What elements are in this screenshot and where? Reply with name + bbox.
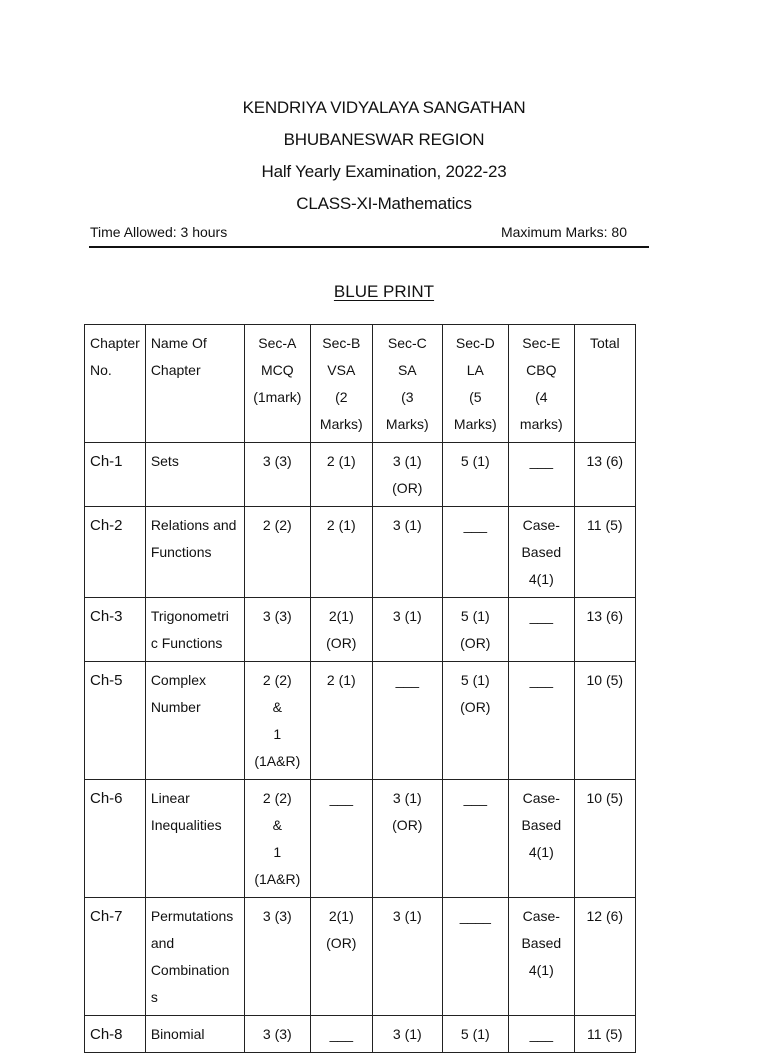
sec-c-cell: [372, 443, 442, 507]
header-text: CBQ: [526, 362, 557, 378]
header-text: No.: [90, 362, 112, 378]
sec-d-cell: [442, 1016, 508, 1053]
header-text: Chapter: [90, 335, 140, 351]
header-text: Total: [590, 335, 620, 351]
header-text: Sec-A: [258, 335, 297, 351]
chapter-name-text: Number: [150, 699, 201, 715]
sec-b-value: 2 (1): [326, 672, 356, 688]
sec-e-value: ___: [529, 672, 553, 688]
header-text: (1mark): [253, 389, 302, 405]
sec-b-value: (OR): [326, 635, 357, 651]
chapter-name-cell: [145, 443, 244, 507]
sec-c-value: (OR): [392, 480, 423, 496]
chapter-name-text: and: [150, 935, 175, 951]
table-row: [85, 662, 636, 780]
header-cell-sec-c: [372, 325, 442, 443]
sec-b-value: (OR): [326, 935, 357, 951]
time-allowed: Time Allowed: 3 hours: [90, 224, 228, 240]
sec-b-cell: [310, 507, 372, 598]
maximum-marks: Maximum Marks: 80: [500, 224, 627, 240]
sec-b-value: 2(1): [328, 608, 354, 624]
sec-b-value: 2 (1): [326, 517, 356, 533]
chapter-name-text: Functions: [150, 544, 212, 560]
sec-d-value: 5 (1): [460, 453, 490, 469]
chapter-number-cell: Ch-1: [85, 443, 146, 507]
sec-d-cell: [442, 898, 508, 1016]
sec-a-cell: [244, 507, 310, 598]
sec-a-value: &: [272, 699, 282, 715]
header-line-3: Half Yearly Examination, 2022-23: [261, 162, 507, 181]
table-row: [85, 1016, 636, 1053]
chapter-name-cell: [145, 1016, 244, 1053]
table-row: [85, 598, 636, 662]
sec-d-value: ____: [459, 908, 491, 924]
header-text: Chapter: [150, 362, 201, 378]
chapter-number-cell: Ch-7: [85, 898, 146, 1016]
header-text: (5 Marks): [453, 389, 497, 432]
total-cell: 10 (5): [574, 780, 635, 898]
sec-c-value: 3 (1): [392, 608, 422, 624]
sec-b-value: ___: [329, 790, 353, 806]
chapter-name-text: Inequalities: [150, 817, 222, 833]
table-row: [85, 780, 636, 898]
header-text: Sec-B: [322, 335, 361, 351]
sec-b-cell: [310, 443, 372, 507]
sec-c-cell: [372, 662, 442, 780]
sec-b-cell: [310, 898, 372, 1016]
header-text: (3 Marks): [385, 389, 429, 432]
sec-c-cell: [372, 898, 442, 1016]
sec-e-value: ___: [529, 453, 553, 469]
sec-c-cell: [372, 1016, 442, 1053]
total-cell: 13 (6): [574, 443, 635, 507]
blueprint-table: [84, 324, 636, 1053]
sec-e-cell: [508, 598, 574, 662]
sec-a-cell: [244, 598, 310, 662]
total-cell: 12 (6): [574, 898, 635, 1016]
header-text: SA: [397, 362, 417, 378]
sec-e-value: 4(1): [528, 571, 554, 587]
sec-e-value: 4(1): [528, 844, 554, 860]
sec-e-value: Case-: [522, 790, 560, 806]
sec-a-value: 3 (3): [262, 453, 292, 469]
chapter-name-cell: [145, 662, 244, 780]
header-text: (2 Marks): [319, 389, 363, 432]
sec-c-cell: [372, 507, 442, 598]
sec-e-cell: [508, 662, 574, 780]
blueprint-title: BLUE PRINT: [333, 282, 435, 301]
chapter-name-cell: [145, 507, 244, 598]
sec-e-value: Based: [521, 935, 562, 951]
chapter-name-text: s: [150, 989, 158, 1005]
header-text: Sec-C: [387, 335, 427, 351]
header-cell-total: [574, 325, 635, 443]
sec-e-value: ___: [529, 608, 553, 624]
sec-d-cell: [442, 598, 508, 662]
sec-c-value: 3 (1): [392, 453, 422, 469]
sec-a-cell: [244, 1016, 310, 1053]
sec-c-value: 3 (1): [392, 1026, 422, 1042]
sec-e-cell: [508, 898, 574, 1016]
sec-b-cell: [310, 780, 372, 898]
table-row: [85, 898, 636, 1016]
sec-a-cell: [244, 662, 310, 780]
total-cell: 13 (6): [574, 598, 635, 662]
exam-meta-row: [89, 224, 649, 248]
chapter-name-text: Sets: [150, 453, 179, 469]
header-text: Sec-E: [522, 335, 561, 351]
sec-e-value: 4(1): [528, 962, 554, 978]
total-cell: 11 (5): [574, 507, 635, 598]
header-cell-chapter-no: [85, 325, 146, 443]
sec-a-value: 3 (3): [262, 908, 292, 924]
chapter-number-cell: Ch-8: [85, 1016, 146, 1053]
sec-a-value: 2 (2): [262, 672, 292, 688]
sec-b-cell: [310, 662, 372, 780]
sec-a-value: 3 (3): [262, 608, 292, 624]
sec-a-cell: [244, 898, 310, 1016]
sec-c-value: (OR): [392, 817, 423, 833]
sec-d-value: ___: [463, 790, 487, 806]
chapter-name-text: Trigonometri: [150, 608, 229, 624]
sec-a-cell: [244, 443, 310, 507]
chapter-name-text: Linear: [150, 790, 190, 806]
header-text: Name Of: [150, 335, 207, 351]
sec-d-value: 5 (1): [460, 672, 490, 688]
sec-e-value: Case-: [522, 908, 560, 924]
table-row: [85, 507, 636, 598]
sec-d-value: (OR): [460, 635, 491, 651]
chapter-number-cell: Ch-6: [85, 780, 146, 898]
sec-e-value: ___: [529, 1026, 553, 1042]
sec-e-value: Case-: [522, 517, 560, 533]
header-text: VSA: [327, 362, 356, 378]
sec-c-cell: [372, 780, 442, 898]
chapter-name-cell: [145, 898, 244, 1016]
chapter-name-text: Complex: [150, 672, 207, 688]
sec-a-value: &: [272, 817, 282, 833]
sec-d-cell: [442, 443, 508, 507]
header-cell-sec-e: [508, 325, 574, 443]
header-line-2: BHUBANESWAR REGION: [283, 130, 485, 149]
sec-c-cell: [372, 598, 442, 662]
sec-c-value: ___: [395, 672, 419, 688]
sec-c-value: 3 (1): [392, 517, 422, 533]
sec-a-value: 2 (2): [262, 790, 292, 806]
header-cell-chapter-name: [145, 325, 244, 443]
sec-b-value: 2 (1): [326, 453, 356, 469]
header-cell-sec-a: [244, 325, 310, 443]
sec-d-cell: [442, 780, 508, 898]
total-cell: 11 (5): [574, 1016, 635, 1053]
sec-c-value: 3 (1): [392, 908, 422, 924]
sec-b-cell: [310, 1016, 372, 1053]
sec-a-cell: [244, 780, 310, 898]
sec-e-cell: [508, 1016, 574, 1053]
header-line-4: CLASS-XI-Mathematics: [296, 194, 472, 213]
header-cell-sec-d: [442, 325, 508, 443]
sec-c-value: 3 (1): [392, 790, 422, 806]
table-header-row: [85, 325, 636, 443]
sec-a-value: 1 (1A&R): [254, 726, 301, 769]
header-cell-sec-b: [310, 325, 372, 443]
chapter-number-cell: Ch-3: [85, 598, 146, 662]
sec-b-value: 2(1): [328, 908, 354, 924]
chapter-name-text: Relations and: [150, 517, 237, 533]
header-text: (4 marks): [519, 389, 563, 432]
chapter-name-cell: [145, 598, 244, 662]
chapter-number-cell: Ch-5: [85, 662, 146, 780]
total-cell: 10 (5): [574, 662, 635, 780]
sec-d-cell: [442, 662, 508, 780]
header-text: LA: [466, 362, 484, 378]
sec-e-value: Based: [521, 817, 562, 833]
sec-e-cell: [508, 780, 574, 898]
chapter-name-text: Permutations: [150, 908, 234, 924]
table-row: [85, 443, 636, 507]
chapter-name-cell: [145, 780, 244, 898]
sec-d-value: 5 (1): [460, 608, 490, 624]
chapter-number-cell: Ch-2: [85, 507, 146, 598]
sec-b-value: ___: [329, 1026, 353, 1042]
chapter-name-text: Binomial: [150, 1026, 205, 1042]
sec-a-value: 1 (1A&R): [254, 844, 301, 887]
chapter-name-text: c Functions: [150, 635, 223, 651]
header-text: Sec-D: [455, 335, 495, 351]
sec-d-cell: [442, 507, 508, 598]
sec-e-cell: [508, 507, 574, 598]
sec-b-cell: [310, 598, 372, 662]
chapter-name-text: Combination: [150, 962, 230, 978]
sec-a-value: 3 (3): [262, 1026, 292, 1042]
header-line-1: KENDRIYA VIDYALAYA SANGATHAN: [242, 98, 526, 117]
sec-d-value: ___: [463, 517, 487, 533]
sec-d-value: 5 (1): [460, 1026, 490, 1042]
table-body: [85, 443, 636, 1053]
sec-a-value: 2 (2): [262, 517, 292, 533]
sec-e-cell: [508, 443, 574, 507]
sec-d-value: (OR): [460, 699, 491, 715]
sec-e-value: Based: [521, 544, 562, 560]
header-text: MCQ: [260, 362, 294, 378]
